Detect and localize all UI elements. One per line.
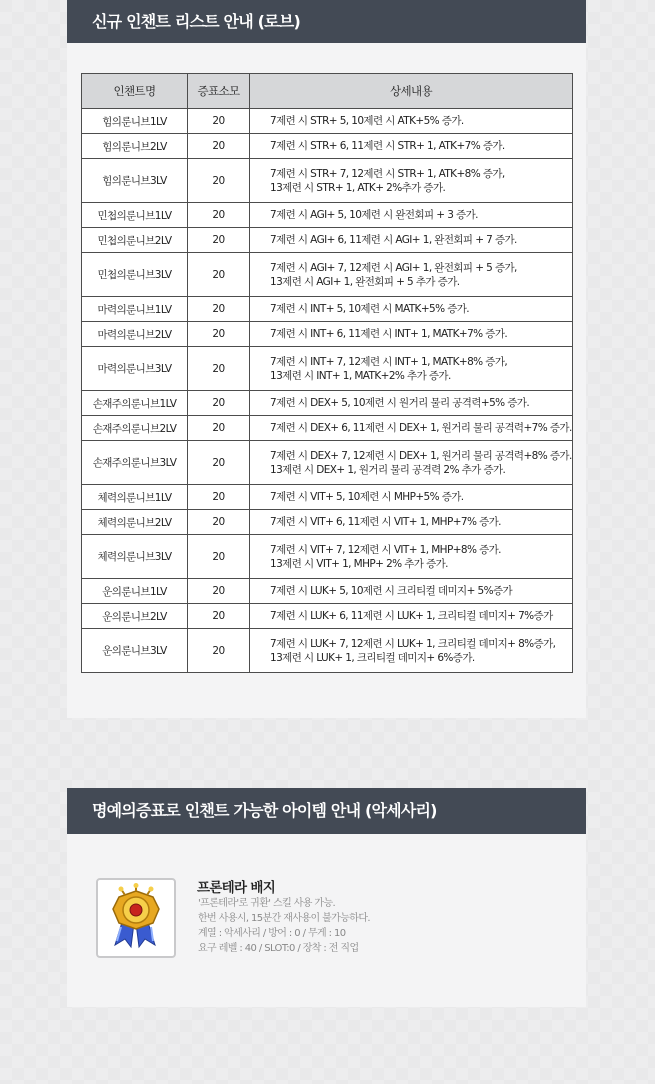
enchant-cost-cell: 20 xyxy=(188,510,250,535)
enchant-detail-line: 7제련 시 AGI+ 7, 12제련 시 AGI+ 1, 완전회피 + 5 증가, xyxy=(270,261,517,274)
enchant-detail-cell xyxy=(250,347,573,391)
item-guide-title: 명예의증표로 인챈트 가능한 아이템 안내 (악세사리) xyxy=(67,788,586,834)
item-desc-line: 계열 : 악세사리 / 방어 : 0 / 무게 : 10 xyxy=(198,928,346,939)
enchant-cost-cell: 20 xyxy=(188,322,250,347)
item-icon-frame[interactable] xyxy=(96,878,176,958)
table-row xyxy=(82,253,573,297)
enchant-name-cell: 힘의룬니브3LV xyxy=(82,159,188,203)
enchant-detail-line: 7제련 시 AGI+ 5, 10제련 시 완전회피 + 3 증가. xyxy=(270,209,478,221)
enchant-detail-cell xyxy=(250,159,573,203)
enchant-cost-cell: 20 xyxy=(188,391,250,416)
enchant-name-cell: 마력의룬니브3LV xyxy=(82,347,188,391)
enchant-cost-cell: 20 xyxy=(188,297,250,322)
table-header-row xyxy=(82,74,573,109)
table-row xyxy=(82,535,573,579)
enchant-detail-line: 7제련 시 VIT+ 6, 11제련 시 VIT+ 1, MHP+7% 증가. xyxy=(270,516,501,528)
enchant-cost-cell: 20 xyxy=(188,253,250,297)
enchant-detail-line: 7제련 시 DEX+ 6, 11제련 시 DEX+ 1, 원거리 물리 공격력+7% 증가. xyxy=(270,422,572,434)
enchant-cost-cell: 20 xyxy=(188,203,250,228)
table-row xyxy=(82,322,573,347)
enchant-detail-line: 7제련 시 STR+ 5, 10제련 시 ATK+5% 증가. xyxy=(270,115,464,127)
enchant-cost-cell: 20 xyxy=(188,228,250,253)
enchant-cost-cell: 20 xyxy=(188,604,250,629)
badge-icon xyxy=(101,883,171,953)
enchant-cost-cell: 20 xyxy=(188,441,250,485)
enchant-detail-cell xyxy=(250,297,573,322)
item-guide-panel xyxy=(67,788,586,1007)
enchant-detail-cell xyxy=(250,416,573,441)
enchant-cost-cell: 20 xyxy=(188,485,250,510)
enchant-detail-cell xyxy=(250,134,573,159)
enchant-detail-line: 13제련 시 AGI+ 1, 완전회피 + 5 추가 증가. xyxy=(270,275,460,288)
enchant-detail-line: 13제련 시 INT+ 1, MATK+2% 추가 증가. xyxy=(270,369,451,382)
table-row xyxy=(82,604,573,629)
item-desc-line: 한번 사용시, 15분간 재사용이 불가능하다. xyxy=(198,913,370,924)
enchant-name-cell: 힘의룬니브2LV xyxy=(82,134,188,159)
table-row xyxy=(82,109,573,134)
enchant-cost-cell: 20 xyxy=(188,347,250,391)
enchant-table-body xyxy=(82,109,573,673)
enchant-name-cell: 힘의룬니브1LV xyxy=(82,109,188,134)
enchant-name-cell: 마력의룬니브2LV xyxy=(82,322,188,347)
enchant-detail-cell xyxy=(250,109,573,134)
enchant-detail-line: 7제련 시 STR+ 7, 12제련 시 STR+ 1, ATK+8% 증가, xyxy=(270,167,505,180)
table-row xyxy=(82,416,573,441)
enchant-cost-cell: 20 xyxy=(188,416,250,441)
enchant-detail-line: 13제련 시 DEX+ 1, 원거리 물리 공격력 2% 추가 증가. xyxy=(270,463,506,476)
enchant-name-cell: 마력의룬니브1LV xyxy=(82,297,188,322)
enchant-cost-cell: 20 xyxy=(188,579,250,604)
table-row xyxy=(82,510,573,535)
enchant-detail-cell xyxy=(250,228,573,253)
table-row xyxy=(82,228,573,253)
enchant-name-cell: 민첩의룬니브1LV xyxy=(82,203,188,228)
column-header-name: 인챈트명 xyxy=(82,74,188,109)
table-row xyxy=(82,391,573,416)
table-row xyxy=(82,441,573,485)
item-name: 프론테라 배지 xyxy=(197,880,276,896)
column-header-cost: 증표소모 xyxy=(188,74,250,109)
enchant-cost-cell: 20 xyxy=(188,629,250,673)
enchant-cost-cell: 20 xyxy=(188,159,250,203)
table-row xyxy=(82,203,573,228)
enchant-detail-cell xyxy=(250,485,573,510)
enchant-name-cell: 체력의룬니브3LV xyxy=(82,535,188,579)
table-row xyxy=(82,297,573,322)
enchant-detail-cell xyxy=(250,510,573,535)
enchant-detail-line: 7제련 시 DEX+ 5, 10제련 시 원거리 물리 공격력+5% 증가. xyxy=(270,397,530,409)
enchant-detail-line: 13제련 시 STR+ 1, ATK+ 2%추가 증가. xyxy=(270,181,446,194)
enchant-detail-line: 7제련 시 LUK+ 6, 11제련 시 LUK+ 1, 크리티컬 데미지+ 7%증가 xyxy=(270,610,553,622)
table-row xyxy=(82,485,573,510)
table-row xyxy=(82,347,573,391)
enchant-detail-line: 7제련 시 INT+ 5, 10제련 시 MATK+5% 증가. xyxy=(270,303,470,315)
enchant-table xyxy=(81,73,573,673)
enchant-detail-line: 7제련 시 LUK+ 7, 12제련 시 LUK+ 1, 크리티컬 데미지+ 8%증가, xyxy=(270,637,556,650)
enchant-name-cell: 운의룬니브1LV xyxy=(82,579,188,604)
enchant-name-cell: 체력의룬니브1LV xyxy=(82,485,188,510)
table-row xyxy=(82,579,573,604)
enchant-list-panel xyxy=(67,0,586,718)
enchant-detail-line: 7제련 시 STR+ 6, 11제련 시 STR+ 1, ATK+7% 증가. xyxy=(270,140,505,152)
enchant-name-cell: 손재주의룬니브1LV xyxy=(82,391,188,416)
item-desc-line: 요구 레벨 : 40 / SLOT:0 / 장착 : 전 직업 xyxy=(198,943,359,954)
enchant-detail-cell xyxy=(250,322,573,347)
enchant-detail-cell xyxy=(250,391,573,416)
item-description xyxy=(198,896,370,956)
enchant-detail-line: 7제련 시 AGI+ 6, 11제련 시 AGI+ 1, 완전회피 + 7 증가. xyxy=(270,234,517,246)
enchant-name-cell: 민첩의룬니브2LV xyxy=(82,228,188,253)
enchant-detail-cell xyxy=(250,441,573,485)
enchant-detail-line: 7제련 시 INT+ 6, 11제련 시 INT+ 1, MATK+7% 증가. xyxy=(270,328,508,340)
enchant-detail-cell xyxy=(250,604,573,629)
enchant-detail-line: 7제련 시 VIT+ 5, 10제련 시 MHP+5% 증가. xyxy=(270,491,464,503)
enchant-name-cell: 운의룬니브2LV xyxy=(82,604,188,629)
enchant-detail-cell xyxy=(250,579,573,604)
enchant-cost-cell: 20 xyxy=(188,535,250,579)
enchant-detail-cell xyxy=(250,203,573,228)
enchant-detail-cell xyxy=(250,629,573,673)
enchant-name-cell: 손재주의룬니브3LV xyxy=(82,441,188,485)
enchant-detail-line: 7제련 시 INT+ 7, 12제련 시 INT+ 1, MATK+8% 증가, xyxy=(270,355,508,368)
table-row xyxy=(82,629,573,673)
enchant-name-cell: 운의룬니브3LV xyxy=(82,629,188,673)
enchant-name-cell: 체력의룬니브2LV xyxy=(82,510,188,535)
enchant-detail-line: 7제련 시 DEX+ 7, 12제련 시 DEX+ 1, 원거리 물리 공격력+8% 증가. xyxy=(270,449,572,462)
enchant-detail-line: 13제련 시 VIT+ 1, MHP+ 2% 추가 증가. xyxy=(270,557,448,570)
enchant-list-title: 신규 인챈트 리스트 안내 (로브) xyxy=(67,0,586,43)
enchant-detail-line: 7제련 시 LUK+ 5, 10제련 시 크리티컬 데미지+ 5%증가 xyxy=(270,585,513,597)
enchant-name-cell: 손재주의룬니브2LV xyxy=(82,416,188,441)
enchant-cost-cell: 20 xyxy=(188,109,250,134)
enchant-detail-line: 7제련 시 VIT+ 7, 12제련 시 VIT+ 1, MHP+8% 증가. xyxy=(270,543,501,556)
item-desc-line: '프론테라'로 귀환' 스킬 사용 가능. xyxy=(198,898,336,909)
enchant-detail-line: 13제련 시 LUK+ 1, 크리티컬 데미지+ 6%증가. xyxy=(270,651,475,664)
enchant-detail-cell xyxy=(250,535,573,579)
enchant-detail-cell xyxy=(250,253,573,297)
table-row xyxy=(82,134,573,159)
enchant-cost-cell: 20 xyxy=(188,134,250,159)
enchant-name-cell: 민첩의룬니브3LV xyxy=(82,253,188,297)
table-row xyxy=(82,159,573,203)
column-header-detail: 상세내용 xyxy=(250,74,573,109)
